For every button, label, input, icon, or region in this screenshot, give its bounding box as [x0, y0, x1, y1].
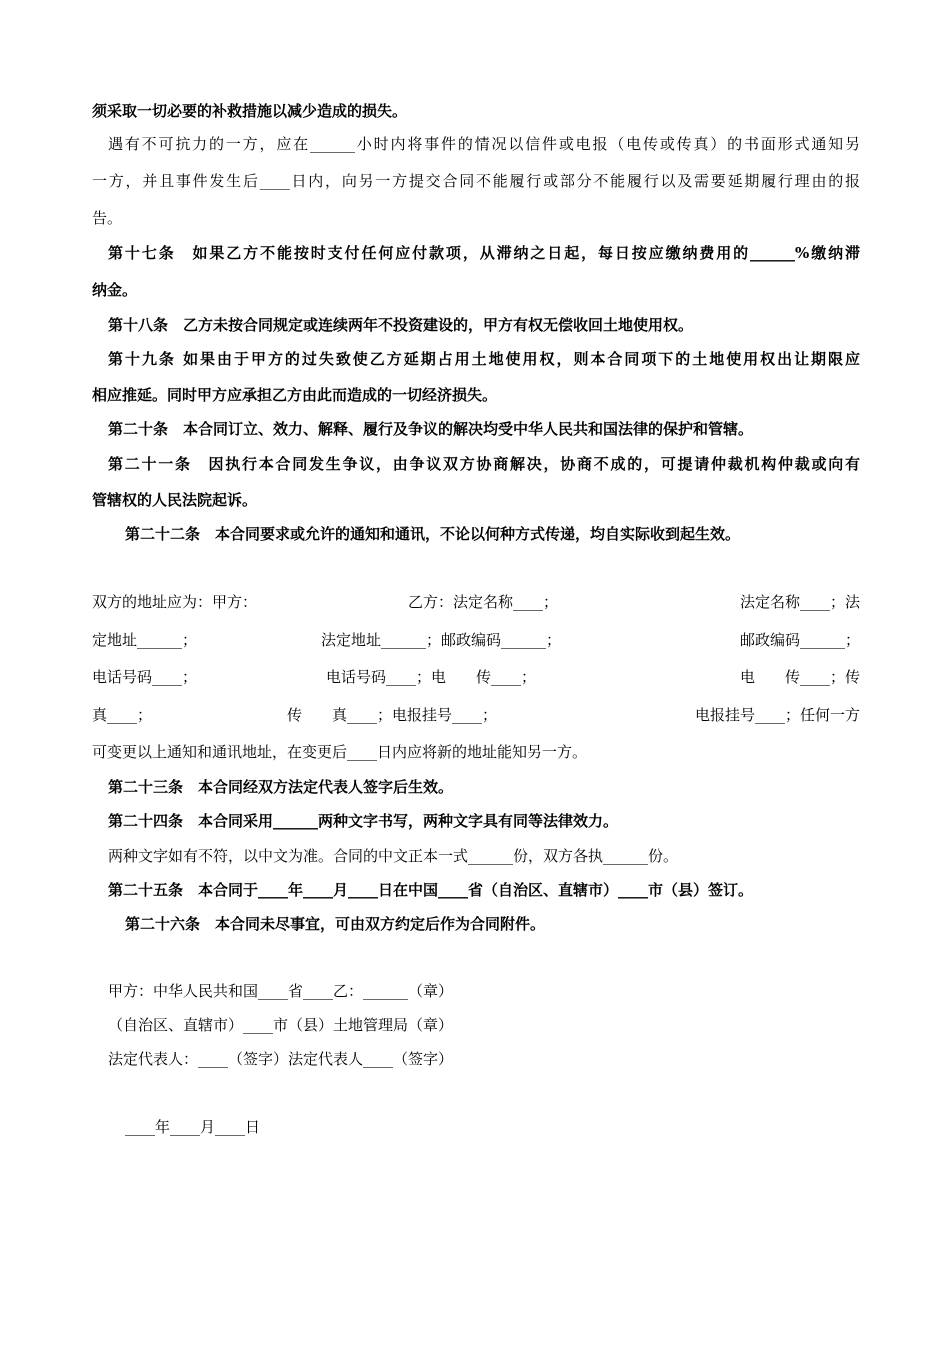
address-row-3: [92, 667, 860, 687]
address-change-note: 可变更以上通知和通讯地址，在变更后____日内应将新的地址能知另一方。: [92, 743, 588, 761]
signature-date: ____年____月____日: [125, 1118, 261, 1136]
address-party-a-name: 法定名称____；法: [739, 593, 860, 611]
signature-representatives: 法定代表人：____（签字）法定代表人____（签字）: [108, 1050, 454, 1068]
article-24-copies: 两种文字如有不符，以中文为准。合同的中文正本一式______份，双方各执______份。: [108, 847, 679, 865]
article-21-line1: 第二十一条 因执行本合同发生争议，由争议双方协商解决，协商不成的，可提请仲裁机构仲裁或向有: [108, 455, 860, 473]
paragraph-force-majeure-line3: 告。: [92, 209, 123, 227]
article-23: 第二十三条 本合同经双方法定代表人签字后生效。: [108, 778, 454, 796]
article-24: 第二十四条 本合同采用______两种文字书写，两种文字具有同等法律效力。: [108, 812, 619, 830]
article-17-line1: 第十七条 如果乙方不能按时支付任何应付款项，从滞纳之日起，每日按应缴纳费用的______%缴纳滞: [108, 244, 860, 262]
article-20: 第二十条 本合同订立、效力、解释、履行及争议的解决均受中华人民共和国法律的保护和管辖。: [108, 420, 754, 438]
address-party-a-cable: 电报挂号____；任何一方: [694, 706, 860, 724]
signature-parties: 甲方：中华人民共和国____省____乙：______（章）: [108, 982, 454, 1000]
address-party-a-fax: 真____；: [92, 706, 153, 724]
article-22: 第二十二条 本合同要求或允许的通知和通讯，不论以何种方式传递，均自实际收到起生效。: [125, 525, 741, 543]
address-party-a-telex: 电 传____；传: [739, 668, 860, 686]
paragraph-force-majeure-line2: 一方，并且事件发生后____日内，向另一方提交合同不能履行或部分不能履行以及需要延期履行理由的报: [92, 172, 860, 190]
paragraph-force-majeure-line1: 遇有不可抗力的一方，应在______小时内将事件的情况以信件或电报（电传或传真）的书面形式通知另: [108, 135, 860, 153]
address-party-b-fax-cable: 传 真____；电报挂号____；: [287, 706, 498, 724]
address-row-1: [92, 592, 860, 612]
address-row-2: [92, 630, 860, 650]
address-row-4: [92, 705, 860, 725]
article-18: 第十八条 乙方未按合同规定或连续两年不投资建设的，甲方有权无偿收回土地使用权。: [108, 316, 694, 334]
address-party-a-address: 定地址______；: [92, 631, 198, 649]
address-party-b-address-postcode: 法定地址______；邮政编码______；: [321, 631, 562, 649]
article-19-line1: 第十九条 如果由于甲方的过失致使乙方延期占用土地使用权，则本合同项下的土地使用权出让期限应: [108, 350, 860, 368]
paragraph-remedy: 须采取一切必要的补救措施以减少造成的损失。: [92, 102, 408, 120]
address-party-b-name: 乙方：法定名称____；: [408, 593, 559, 611]
address-party-b-phone-telex: 电话号码____；电 传____；: [326, 668, 537, 686]
article-21-line2: 管辖权的人民法院起诉。: [92, 491, 258, 509]
signature-bureau: （自治区、直辖市）____市（县）土地管理局（章）: [108, 1016, 454, 1034]
article-26: 第二十六条 本合同未尽事宜，可由双方约定后作为合同附件。: [125, 915, 546, 933]
article-19-line2: 相应推延。同时甲方应承担乙方由此而造成的一切经济损失。: [92, 386, 498, 404]
article-17-line2: 纳金。: [92, 281, 138, 299]
address-party-a-label: 双方的地址应为：甲方：: [92, 593, 258, 611]
address-party-a-phone: 电话号码____；: [92, 668, 198, 686]
address-party-a-postcode: 邮政编码______；: [739, 631, 860, 649]
article-25: 第二十五条 本合同于____年____月____日在中国____省（自治区、直辖市）____市（县）签订。: [108, 881, 754, 899]
